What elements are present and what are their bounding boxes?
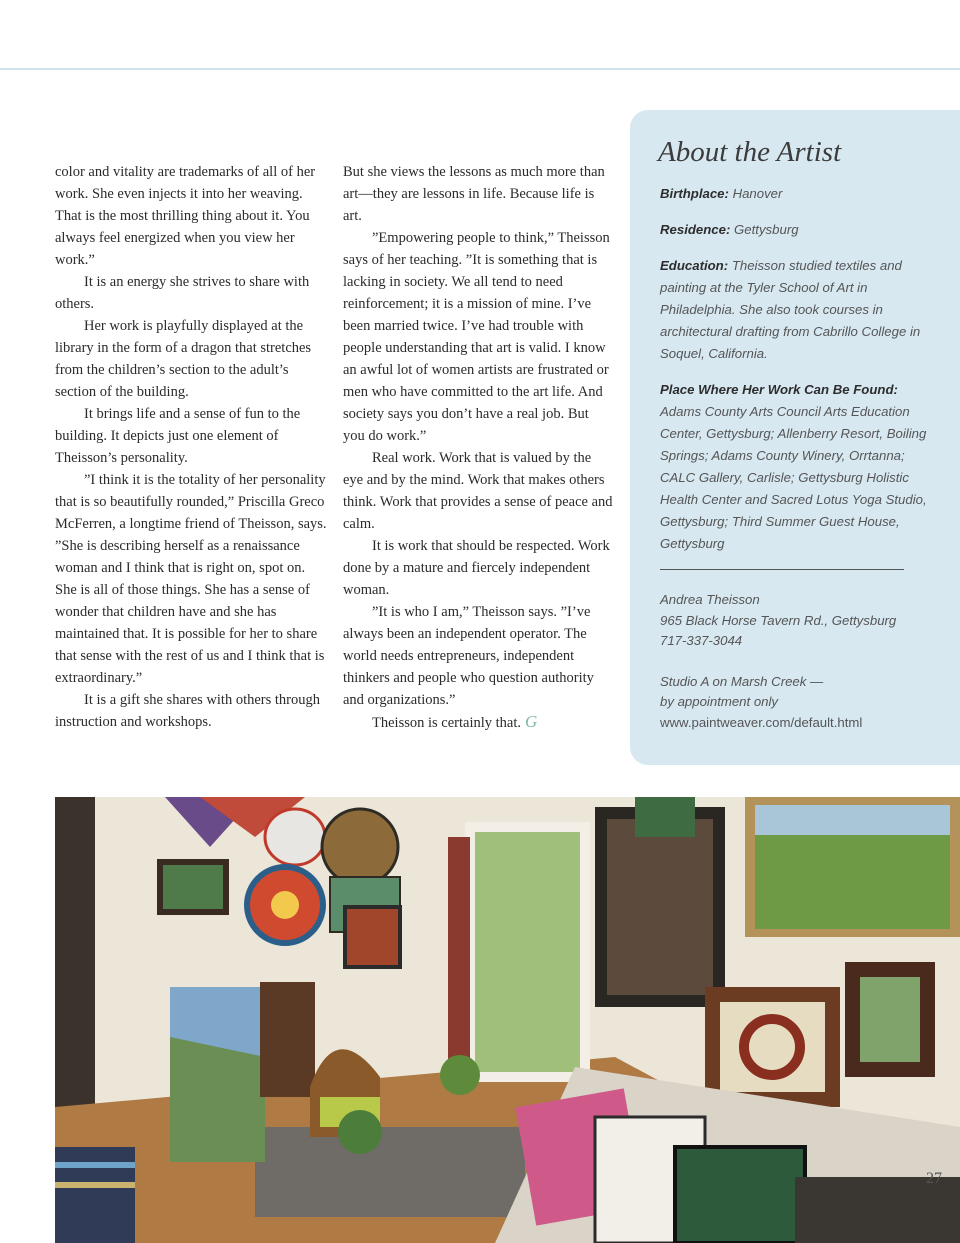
round-plate-art xyxy=(265,809,325,865)
education-label: Education: xyxy=(660,258,729,273)
end-mark-logo: G xyxy=(525,712,538,731)
framed-landscape-canvas xyxy=(860,977,920,1062)
paragraph: Real work. Work that is valued by the eye and by the mind. Work that makes others think. Work that provides a sense of peace and calm. xyxy=(343,450,613,532)
vineyard-sky xyxy=(755,805,950,835)
paragraph: It is a gift she shares with others through instruction and workshops. xyxy=(55,692,320,730)
wooden-cabinet xyxy=(260,982,315,1097)
butterfly-art xyxy=(345,907,400,967)
education-entry xyxy=(660,255,928,365)
article-column-1 xyxy=(55,161,327,733)
paragraph: It is work that should be respected. Work done by a mature and fiercely independent woman. xyxy=(343,538,610,598)
striped-curtain xyxy=(448,837,470,1067)
work-locations-value: Adams County Arts Council Arts Education Center, Gettysburg; Allenberry Resort, Boiling Springs; Adams County Winery, Orrtanna; CALC Gallery, Carlisle; Gettysburg Holistic Health Center and Sacred Lotus Yoga Studio, Gettysburg; Third Summer Guest House, Gettysburg xyxy=(660,404,927,551)
round-woven-art xyxy=(322,809,398,885)
residence-label: Residence: xyxy=(660,222,731,237)
work-locations-label: Place Where Her Work Can Be Found: xyxy=(660,382,898,397)
birthplace-label: Birthplace: xyxy=(660,186,729,201)
birthplace-entry xyxy=(660,183,928,205)
glass-door xyxy=(470,827,585,1077)
sidebar-title: About the Artist xyxy=(658,136,842,168)
paragraph-final xyxy=(343,711,613,734)
studio-line-2: by appointment only xyxy=(660,694,779,709)
about-the-artist-sidebar xyxy=(630,110,960,765)
striped-blanket xyxy=(55,1147,135,1243)
page-number: 27 xyxy=(926,1170,942,1187)
leaning-framed-painting xyxy=(675,1147,805,1243)
article-column-2 xyxy=(343,161,613,734)
residence-value: Gettysburg xyxy=(734,222,799,237)
potted-plant xyxy=(338,1110,382,1154)
mandala-center xyxy=(271,891,299,919)
paragraph: ”I think it is the totality of her personality that is so beautifully rounded,” Priscilla Greco McFerren, a longtime friend of Theisson, says. ”She is describing herself as a renaissance woman and I think that is right on, spot on. She is all of those things. She has a sense of wonder that children have and she has maintained that. It is possible for her to share that sense with the rest of us and I think that is extraordinary.” xyxy=(55,472,327,686)
contact-block xyxy=(660,590,928,733)
rug xyxy=(255,1127,525,1217)
work-locations-entry xyxy=(660,379,928,555)
residence-entry xyxy=(660,219,928,241)
studio-line-1: Studio A on Marsh Creek — xyxy=(660,673,824,689)
studio-photograph xyxy=(55,797,960,1243)
paragraph: ”Empowering people to think,” Theisson says of her teaching. ”It is something that is lacking in society. We all tend to need reinforcement; it is a mission of mine. I’ve been married twice. I’ve had trouble with people understanding that art is valid. I know an awful lot of women artists are frustrated or men who have committed to the art life. And society says you don’t have a real job. But you do work.” xyxy=(343,230,610,444)
contact-phone: 717-337-3044 xyxy=(660,633,743,648)
contact-address: 965 Black Horse Tavern Rd., Gettysburg xyxy=(660,612,897,628)
paragraph: But she views the lessons as much more than art—they are lessons in life. Because life is art. xyxy=(343,164,605,224)
paragraph: color and vitality are trademarks of all of her work. She even injects it into her weaving. That is the most thrilling thing about it. You always feel energized when you view her work.” xyxy=(55,164,316,268)
final-sentence: Theisson is certainly that. xyxy=(372,715,521,731)
potted-plant xyxy=(440,1055,480,1095)
studio-info xyxy=(660,672,928,734)
education-value: Theisson studied textiles and painting at the Tyler School of Art in Philadelphia. She also took courses in architectural drafting from Cabrillo College in Soquel, California. xyxy=(660,258,921,361)
birthplace-value: Hanover xyxy=(732,186,783,201)
contact-info xyxy=(660,590,928,652)
leaf-painting xyxy=(635,797,695,837)
studio-website-link[interactable]: www.paintweaver.com/default.html xyxy=(660,714,863,730)
blanket-stripe xyxy=(55,1162,135,1168)
framed-painting-canvas xyxy=(163,865,223,909)
top-rule xyxy=(0,68,960,70)
contact-name: Andrea Theisson xyxy=(660,592,760,607)
paragraph: Her work is playfully displayed at the library in the form of a dragon that stretches from the children’s section to the adult’s section of the building. xyxy=(55,318,312,400)
paragraph: ”It is who I am,” Theisson says. ”I’ve always been an independent operator. The world needs entrepreneurs, independent thinkers and people who question authority and organizations.” xyxy=(343,604,594,708)
blanket-stripe xyxy=(55,1182,135,1188)
paragraph: It brings life and a sense of fun to the building. It depicts just one element of Theisson’s personality. xyxy=(55,406,301,466)
sidebar-divider xyxy=(660,569,904,570)
studio-photo-illustration xyxy=(55,797,960,1243)
sidebar-body xyxy=(660,183,928,753)
tree-painting xyxy=(607,819,713,995)
paragraph: It is an energy she strives to share with others. xyxy=(55,274,310,312)
